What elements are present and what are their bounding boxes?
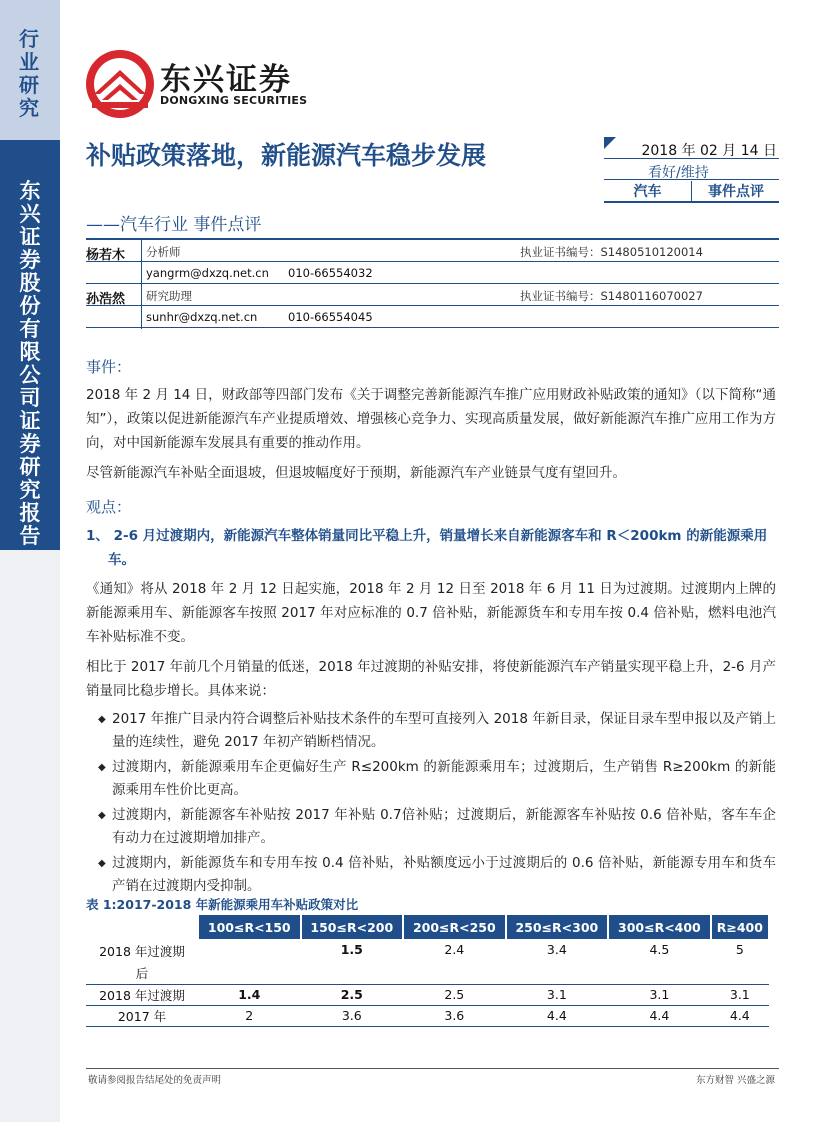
table-header-row — [86, 915, 769, 939]
diamond-bullet-icon: ◆ — [98, 858, 106, 869]
sidebar-report-type-text: 东兴证券股份有限公司证券研究报告 — [19, 179, 41, 548]
table-cell: 3.6 — [301, 1005, 404, 1026]
table-cell: 4.5 — [649, 942, 670, 957]
table-row-label: 2018 年过渡期 — [86, 984, 198, 1005]
bullet-text: 2017 年推广目录内符合调整后补贴技术条件的车型可直接列入 2018 年新目录，保证目录车型申报以及产销上量的连续性，避免 2017 年初产销断档情况。 — [112, 711, 776, 750]
bullet-text: 过渡期内，新能源乘用车企更偏好生产 R≤200km 的新能源乘用车；过渡期后，生产销售 R≥200km 的新能源乘用车性价比更高。 — [112, 759, 776, 798]
table-row-label: 后 — [135, 965, 149, 981]
report-type-tag: 事件点评 — [708, 184, 764, 200]
table-cell: 1.4 — [198, 984, 301, 1005]
report-subtitle: ——汽车行业 事件点评 — [86, 215, 262, 235]
analyst-block — [86, 238, 779, 328]
list-item — [86, 756, 776, 802]
analyst-entry — [86, 240, 779, 284]
table-cell: 2 — [198, 1005, 301, 1026]
point-heading: 1、 2-6 月过渡期内，新能源汽车整体销量同比平稳上升，销量增长来自新能源客车和 R＜200km 的新能源乘用车。 — [86, 528, 768, 568]
table-cell: 3.1 — [711, 984, 769, 1005]
table-cell: 3.4 — [546, 942, 567, 957]
table-cell: 4.4 — [506, 1005, 609, 1026]
footer-disclaimer: 敬请参阅报告结尾处的免责声明 — [88, 1075, 222, 1086]
list-item — [86, 852, 776, 898]
brand-name-cn: 东兴证券 — [160, 62, 292, 98]
footer-divider — [86, 1068, 779, 1069]
sidebar-lower-panel — [0, 550, 60, 1122]
table-header-cell: 100≤R<150 — [198, 915, 301, 939]
table-caption: 表 1:2017-2018 年新能源乘用车补贴政策对比 — [86, 897, 359, 912]
table-row — [86, 1005, 769, 1026]
analyst-role: 分析师 — [146, 245, 181, 259]
analyst-contact-row — [86, 306, 779, 328]
event-paragraph: 2018 年 2 月 14 日，财政部等四部门发布《关于调整完善新能源汽车推广应用财政补贴政策的通知》（以下简称“通知”），政策以促进新能源汽车产业提质增效、增强核心竞争力、实现高质量发展，做好新能源汽车推广应用工作为方向，对中国新能源车发展具有重要的推动作用。 — [86, 387, 776, 451]
event-label: 事件： — [86, 358, 132, 376]
table-header-cell: 250≤R<300 — [506, 915, 609, 939]
views-label: 观点： — [86, 498, 132, 516]
bullet-list — [86, 708, 776, 900]
subsidy-table — [86, 915, 770, 1027]
table-header-cell: 200≤R<250 — [403, 915, 506, 939]
analyst-license: 执业证书编号：S1480116070027 — [520, 289, 703, 303]
table-cell: 2.4 — [444, 942, 465, 957]
diamond-bullet-icon: ◆ — [98, 714, 106, 725]
table-cell: 3.1 — [608, 984, 711, 1005]
analyst-license: 执业证书编号：S1480510120014 — [520, 245, 703, 259]
list-item — [86, 804, 776, 850]
analyst-role-row — [86, 240, 779, 262]
report-date: 2018 年 02 月 14 日 — [641, 143, 777, 159]
table-cell: 3.6 — [403, 1005, 506, 1026]
views-paragraph: 相比于 2017 年前几个月销量的低迷，2018 年过渡期的补贴安排，将使新能源汽车产销量实现平稳上升，2-6 月产销量同比稳步增长。具体来说： — [86, 659, 776, 699]
analyst-role-row — [86, 284, 779, 306]
table-header-cell: 300≤R<400 — [608, 915, 711, 939]
date-row — [604, 137, 779, 159]
analyst-contact-row — [86, 262, 779, 284]
table-row — [86, 939, 769, 962]
table-cell: 1.5 — [340, 942, 363, 957]
table-cell: 2.5 — [403, 984, 506, 1005]
table-cell: 4.4 — [711, 1005, 769, 1026]
dongxing-logo-icon — [84, 48, 156, 120]
table-row — [86, 984, 769, 1005]
bullet-text: 过渡期内，新能源客车补贴按 2017 年补贴 0.7倍补贴；过渡期后，新能源客车补贴按 0.6 倍补贴，客车车企有动力在过渡期增加排产。 — [112, 807, 776, 846]
diamond-bullet-icon: ◆ — [98, 762, 106, 773]
table-cell: 2.5 — [301, 984, 404, 1005]
industry-tag: 汽车 — [604, 181, 692, 203]
analyst-phone: 010-66554045 — [288, 310, 373, 324]
bullet-text: 过渡期内，新能源货车和专用车按 0.4 倍补贴，补贴额度远小于过渡期后的 0.6 倍补贴，新能源专用车和货车产销在过渡期内受抑制。 — [112, 855, 776, 894]
brand-name-en: DONGXING SECURITIES — [160, 94, 308, 107]
table-row — [86, 962, 769, 984]
rating-row — [604, 160, 779, 180]
analyst-name: 杨若木 — [86, 248, 126, 263]
analyst-email[interactable]: sunhr@dxzq.net.cn — [146, 310, 258, 324]
event-paragraph: 尽管新能源汽车补贴全面退坡，但退坡幅度好于预期，新能源汽车产业链景气度有望回升。 — [86, 465, 626, 481]
table-cell — [198, 939, 301, 962]
analyst-role: 研究助理 — [146, 289, 192, 303]
footer-slogan: 东方财智 兴盛之源 — [695, 1075, 775, 1086]
analyst-phone: 010-66554032 — [288, 266, 373, 280]
table-cell: 4.4 — [608, 1005, 711, 1026]
corner-triangle-icon — [604, 137, 616, 149]
table-header-cell: R≥400 — [711, 915, 769, 939]
table-header-cell — [86, 915, 198, 939]
table-row-label: 2018 年过渡期 — [99, 944, 185, 959]
diamond-bullet-icon: ◆ — [98, 810, 106, 821]
table-cell: 3.1 — [506, 984, 609, 1005]
report-meta-box — [604, 137, 779, 205]
table-cell: 5 — [735, 942, 744, 957]
table-row-label: 2017 年 — [86, 1005, 198, 1026]
report-title: 补贴政策落地，新能源汽车稳步发展 — [86, 141, 487, 170]
analyst-email[interactable]: yangrm@dxzq.net.cn — [146, 266, 269, 280]
analyst-entry — [86, 284, 779, 328]
analyst-name: 孙浩然 — [86, 292, 126, 307]
views-paragraph: 《通知》将从 2018 年 2 月 12 日起实施，2018 年 2 月 12 日至 2018 年 6 月 11 日为过渡期。过渡期内上牌的新能源乘用车、新能源客车按照 2017 年对应标准的 0.7 倍补贴，新能源货车和专用车按 0.4 倍补贴，燃料电池汽车补贴标准不变。 — [86, 581, 776, 645]
list-item — [86, 708, 776, 754]
tag-row — [604, 181, 779, 203]
table-header-cell: 150≤R<200 — [301, 915, 404, 939]
report-rating: 看好/维持 — [648, 165, 709, 181]
sidebar-category-text: 行业研究 — [19, 27, 39, 120]
